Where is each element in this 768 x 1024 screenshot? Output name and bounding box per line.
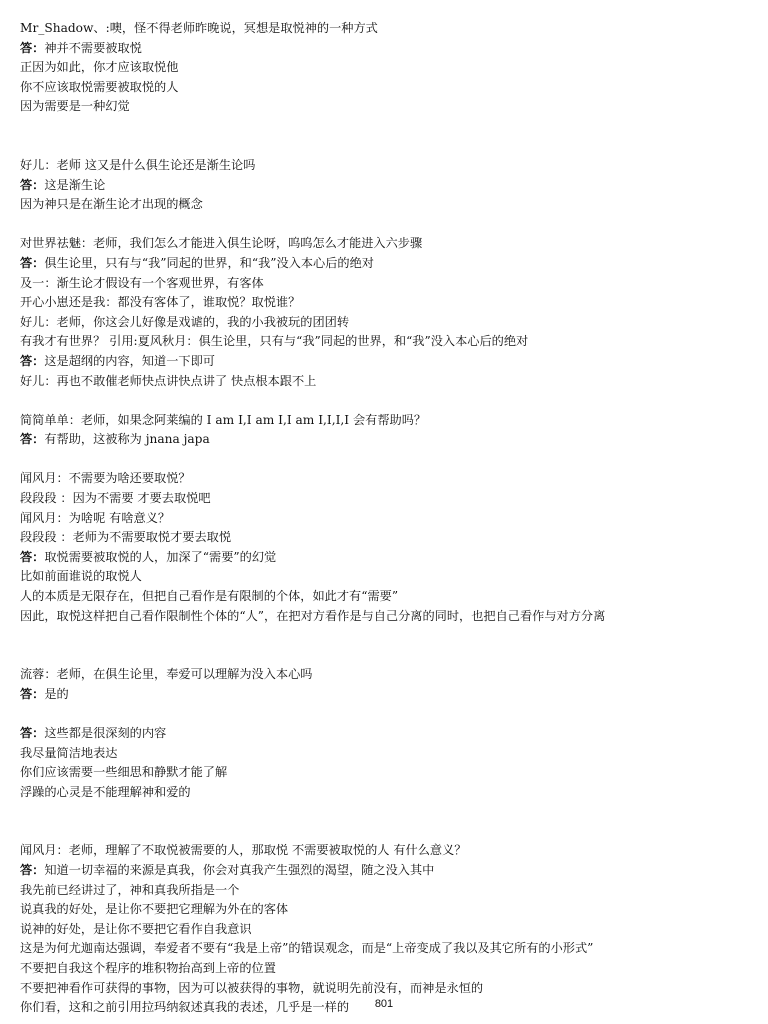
line-text: 好儿：老师，你这会儿好像是戏谑的，我的小我被玩的团团转 — [20, 314, 350, 329]
text-line — [20, 665, 755, 685]
line-text: 及一：渐生论才假设有一个客观世界，有客体 — [20, 275, 264, 290]
line-text: 比如前面谁说的取悦人 — [20, 569, 142, 584]
line-text: 知道一切幸福的来源是真我，你会对真我产生强烈的渴望，随之没入其中 — [44, 862, 435, 877]
line-text: 有帮助，这被称为 jnana japa — [44, 432, 210, 447]
line-text: 说真我的好处，是让你不要把它理解为外在的客体 — [20, 902, 289, 917]
text-line — [20, 234, 755, 254]
line-text: 人的本质是无限存在，但把自己看作是有限制的个体，如此才有“需要” — [20, 589, 399, 604]
text-line — [20, 19, 755, 39]
answer-line — [20, 685, 755, 705]
text-line — [20, 489, 755, 509]
text-line — [20, 332, 755, 352]
spacer — [20, 391, 755, 411]
answer-line — [20, 548, 755, 568]
answer-line — [20, 352, 755, 372]
text-line — [20, 881, 755, 901]
line-text: 闻风月：不需要为啥还要取悦？ — [20, 471, 191, 486]
line-text: 段段段 ：因为不需要 才要去取悦吧 — [20, 491, 211, 506]
line-text: 是的 — [44, 686, 69, 701]
line-text: 闻风月：老师，理解了不取悦被需要的人，那取悦 不需要被取悦的人 有什么意义？ — [20, 843, 467, 858]
line-text: 这些都是很深刻的内容 — [44, 726, 167, 740]
line-text: 这是超纲的内容，知道一下即可 — [44, 353, 215, 368]
answer-label: 答： — [20, 40, 45, 55]
answer-line — [20, 254, 755, 274]
line-text: 开心小崽还是我：都没有客体了，谁取悦？取悦谁？ — [20, 295, 301, 310]
text-line — [20, 78, 755, 98]
text-line — [20, 744, 755, 764]
text-line — [20, 58, 755, 78]
text-block — [20, 234, 755, 391]
text-block — [20, 19, 755, 117]
answer-line — [20, 39, 755, 59]
answer-line — [20, 861, 755, 881]
line-text: 你不应该取悦需要被取悦的人 — [20, 79, 179, 94]
line-text: 好儿：再也不敢催老师快点讲快点讲了 快点根本跟不上 — [20, 373, 317, 388]
text-block — [20, 411, 755, 450]
document-body — [20, 19, 755, 1018]
text-line — [20, 567, 755, 587]
text-line — [20, 841, 755, 861]
answer-label: 答： — [20, 177, 45, 192]
spacer — [20, 450, 755, 470]
spacer — [20, 626, 755, 665]
line-text: 我先前已经讲过了，神和真我所指是一个 — [20, 882, 240, 897]
answer-label: 答： — [20, 686, 45, 701]
text-block — [20, 724, 755, 802]
text-line — [20, 607, 755, 627]
line-text: 这是渐生论 — [44, 177, 106, 192]
text-line — [20, 156, 755, 176]
spacer — [20, 802, 755, 841]
line-text: 说神的好处，是让你不要把它看作自我意识 — [20, 921, 252, 936]
answer-label: 答： — [20, 255, 45, 270]
text-line — [20, 528, 755, 548]
answer-line — [20, 724, 755, 744]
text-line — [20, 920, 755, 940]
answer-label: 答： — [20, 862, 45, 877]
line-text: 对世界祛魅：老师，我们怎么才能进入俱生论呀，呜呜怎么才能进入六步骤 — [20, 236, 423, 251]
text-line — [20, 293, 755, 313]
line-text: 不要把神看作可获得的事物，因为可以被获得的事物，就说明先前没有，而神是永恒的 — [20, 980, 484, 995]
line-text: 不要把自我这个程序的堆积物抬高到上帝的位置 — [20, 960, 276, 975]
answer-label: 答： — [20, 353, 45, 368]
text-line — [20, 783, 755, 803]
line-text: 取悦需要被取悦的人，加深了“需要”的幻觉 — [44, 549, 277, 564]
line-text: 你们看，这和之前引用拉玛纳叙述真我的表述，几乎是一样的 — [20, 1000, 350, 1015]
line-text: 因此，取悦这样把自己看作限制性个体的“人”，在把对方看作是与自己分离的同时，也把自己看作与对方分离 — [20, 608, 606, 623]
line-text: 神并不需要被取悦 — [44, 40, 142, 55]
text-line — [20, 372, 755, 392]
text-line — [20, 959, 755, 979]
text-line — [20, 97, 755, 117]
text-line — [20, 274, 755, 294]
text-line — [20, 195, 755, 215]
answer-label: 答： — [20, 549, 45, 564]
text-line — [20, 587, 755, 607]
line-text: 闻风月：为啥呢 有啥意义？ — [20, 510, 171, 525]
line-text: 因为需要是一种幻觉 — [20, 99, 130, 114]
text-block — [20, 156, 755, 215]
text-block — [20, 841, 755, 1017]
line-text: 浮躁的心灵是不能理解神和爱的 — [20, 784, 191, 799]
line-text: 正因为如此，你才应该取悦他 — [20, 60, 179, 75]
line-text: 我尽量简洁地表达 — [20, 745, 118, 760]
text-line — [20, 900, 755, 920]
line-text: Mr_Shadow、:噢，怪不得老师昨晚说，冥想是取悦神的一种方式 — [20, 21, 378, 35]
line-text: 这是为何尤迦南达强调，奉爱者不要有“我是上帝”的错误观念，而是“上帝变成了我以及其它所有的小形式” — [20, 941, 594, 956]
text-block — [20, 469, 755, 626]
spacer — [20, 117, 755, 156]
text-line — [20, 939, 755, 959]
text-line — [20, 509, 755, 529]
line-text: 有我才有世界？ 引用:夏风秋月：俱生论里，只有与“我”同起的世界，和“我”没入本心后的绝对 — [20, 334, 529, 349]
text-line — [20, 979, 755, 999]
line-text: 流蓉：老师，在俱生论里，奉爱可以理解为没入本心吗 — [20, 667, 313, 682]
line-text: 因为神只是在渐生论才出现的概念 — [20, 197, 203, 212]
text-line — [20, 763, 755, 783]
text-block — [20, 665, 755, 704]
answer-label: 答： — [20, 726, 45, 740]
line-text: 简简单单：老师，如果念阿莱编的 I am I,I am I,I am I,I,I,I 会有帮助吗？ — [20, 412, 427, 427]
text-line — [20, 469, 755, 489]
line-text: 你们应该需要一些细思和静默才能了解 — [20, 765, 228, 780]
answer-line — [20, 176, 755, 196]
line-text: 段段段 ：老师为不需要取悦才要去取悦 — [20, 530, 232, 545]
line-text: 好儿：老师 这又是什么俱生论还是渐生论吗 — [20, 157, 256, 172]
text-line — [20, 411, 755, 431]
text-line — [20, 313, 755, 333]
line-text: 俱生论里，只有与“我”同起的世界，和“我”没入本心后的绝对 — [44, 255, 374, 270]
spacer — [20, 704, 755, 724]
answer-label: 答： — [20, 432, 45, 447]
page-number: 801 — [374, 998, 394, 1010]
answer-line — [20, 430, 755, 450]
spacer — [20, 215, 755, 235]
